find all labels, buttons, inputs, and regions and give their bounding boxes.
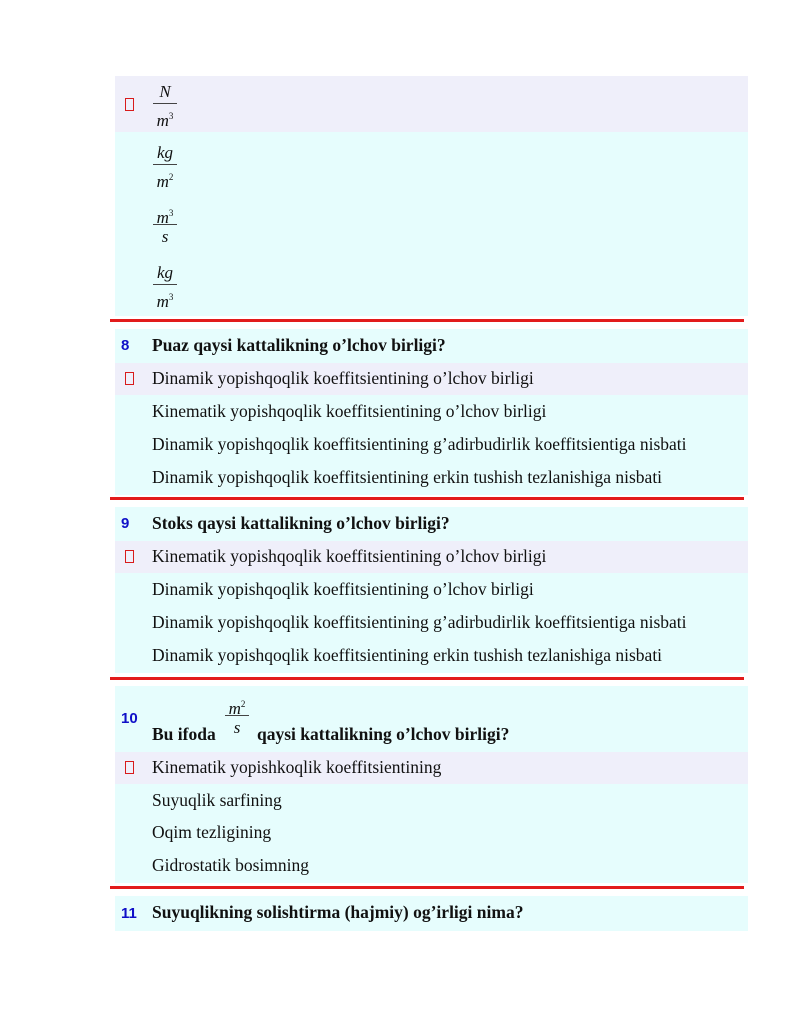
unit-fraction: kg $m^3$ bbox=[153, 263, 177, 307]
question-9-block bbox=[115, 507, 748, 673]
option-text: Dinamik yopishqoqlik koeffitsientining o’lchov birligi bbox=[152, 579, 534, 599]
question-number: 8 bbox=[121, 337, 130, 354]
unit-fraction: $m^3$ s bbox=[153, 203, 177, 247]
question-separator bbox=[110, 677, 744, 680]
option-row[interactable] bbox=[115, 640, 748, 672]
option-row[interactable] bbox=[115, 574, 748, 606]
question-number: 9 bbox=[121, 515, 130, 532]
question-row bbox=[115, 329, 748, 363]
option-text: Dinamik yopishqoqlik koeffitsientining g’adirbudirlik koeffitsientiga nisbati bbox=[152, 612, 687, 632]
option-row[interactable] bbox=[115, 256, 748, 314]
option-row[interactable] bbox=[115, 136, 748, 194]
question-separator bbox=[110, 886, 744, 889]
answer-marker-icon bbox=[125, 761, 134, 774]
units-options-block bbox=[115, 76, 748, 316]
option-row[interactable] bbox=[115, 396, 748, 428]
option-text: Suyuqlik sarfining bbox=[152, 790, 282, 810]
question-row bbox=[115, 686, 748, 750]
option-text: Dinamik yopishqoqlik koeffitsientining o’lchov birligi bbox=[152, 368, 534, 388]
question-10-block bbox=[115, 686, 748, 883]
option-row[interactable] bbox=[115, 785, 748, 817]
unit-fraction: kg $m^2$ bbox=[153, 143, 177, 187]
question-number: 10 bbox=[121, 710, 138, 727]
option-row-selected[interactable] bbox=[115, 76, 748, 132]
option-text: Dinamik yopishqoqlik koeffitsientining erkin tushish tezlanishiga nisbati bbox=[152, 467, 663, 487]
option-text: Kinematik yopishkoqlik koeffitsientining bbox=[152, 757, 442, 777]
question-number: 11 bbox=[121, 905, 137, 922]
answer-marker-icon bbox=[125, 98, 134, 111]
option-row[interactable] bbox=[115, 196, 748, 254]
question-row bbox=[115, 896, 748, 931]
unit-fraction: N $m^3$ bbox=[153, 82, 177, 126]
option-row[interactable] bbox=[115, 850, 748, 882]
question-text: Stoks qaysi kattalikning o’lchov birligi? bbox=[152, 513, 450, 533]
option-text: Kinematik yopishqoqlik koeffitsientining o’lchov birligi bbox=[152, 401, 547, 421]
question-separator bbox=[110, 497, 744, 500]
option-row[interactable] bbox=[115, 607, 748, 639]
option-text: Gidrostatik bosimning bbox=[152, 855, 310, 875]
option-row-selected[interactable] bbox=[115, 363, 748, 395]
question-text-suffix: qaysi kattalikning o’lchov birligi? bbox=[257, 724, 510, 744]
answer-marker-icon bbox=[125, 372, 134, 385]
option-row-selected[interactable] bbox=[115, 541, 748, 573]
option-text: Kinematik yopishqoqlik koeffitsientining o’lchov birligi bbox=[152, 546, 547, 566]
option-row-selected[interactable] bbox=[115, 752, 748, 784]
question-text: Puaz qaysi kattalikning o’lchov birligi? bbox=[152, 335, 446, 355]
question-row bbox=[115, 507, 748, 541]
answer-marker-icon bbox=[125, 550, 134, 563]
question-11-block bbox=[115, 896, 748, 931]
question-8-block bbox=[115, 329, 748, 495]
option-row[interactable] bbox=[115, 429, 748, 461]
question-text-prefix: Bu ifoda bbox=[152, 724, 216, 744]
option-text: Dinamik yopishqoqlik koeffitsientining g’adirbudirlik koeffitsientiga nisbati bbox=[152, 434, 687, 454]
option-text: Oqim tezligining bbox=[152, 822, 272, 842]
question-separator bbox=[110, 319, 744, 322]
option-row[interactable] bbox=[115, 462, 748, 494]
question-text: Suyuqlikning solishtirma (hajmiy) og’irligi nima? bbox=[152, 902, 524, 922]
option-text: Dinamik yopishqoqlik koeffitsientining erkin tushish tezlanishiga nisbati bbox=[152, 645, 663, 665]
unit-fraction: $m^2$ s bbox=[225, 694, 249, 738]
option-row[interactable] bbox=[115, 817, 748, 849]
